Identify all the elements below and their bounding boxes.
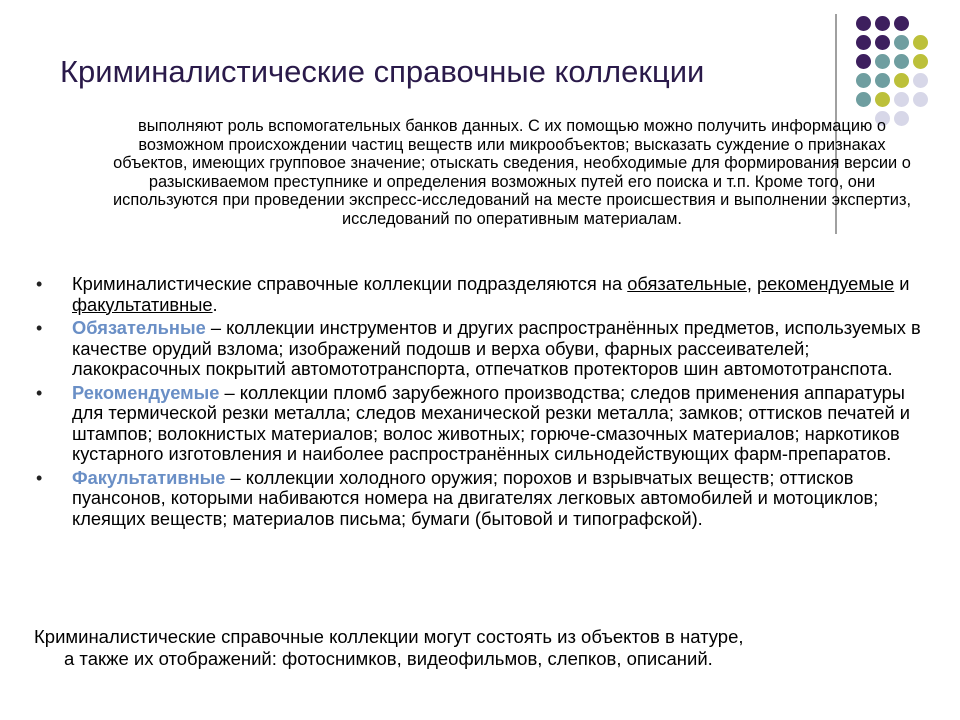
slide-title: Криминалистические справочные коллекции — [60, 54, 705, 89]
bullet-list — [34, 274, 924, 532]
bullet-item-mandatory — [34, 318, 924, 380]
decor-dot — [856, 73, 871, 88]
bullet-item-types: • Криминалистические справочные коллекции подразделяются на обязательные, рекомендуемые и факультативные. — [36, 273, 910, 315]
decor-dot — [856, 16, 871, 31]
decor-dot — [894, 35, 909, 50]
bullet-text: – коллекции инструментов и других распространённых предметов, используемых в качестве орудий взлома; изображений подошв и верха обуви, фарных рассеивателей; лакокрасочных покрытий автомототранспорта, отпечатков протекторов шин автомототранспота. — [72, 317, 921, 379]
decor-dot — [913, 35, 928, 50]
link-optional[interactable]: факультативные — [72, 293, 213, 315]
link-recommended[interactable]: рекомендуемые — [757, 273, 895, 294]
decor-dot — [894, 54, 909, 69]
decor-dot — [875, 16, 890, 31]
decor-dot — [894, 92, 909, 107]
closing-line-1: Криминалистические справочные коллекции могут состоять из объектов в натуре, — [34, 626, 744, 647]
bullet-item-optional — [34, 468, 924, 530]
decor-dot — [875, 92, 890, 107]
term-mandatory: Обязательные — [72, 317, 206, 338]
term-optional: Факультативные — [72, 466, 226, 488]
closing-line-2: а также их отображений: фотоснимков, видеофильмов, слепков, описаний. — [64, 648, 713, 669]
bullet-text: Криминалистические справочные коллекции подразделяются на — [72, 273, 628, 294]
closing-paragraph — [34, 626, 924, 670]
decor-dot — [875, 73, 890, 88]
decor-dot — [856, 92, 871, 107]
decor-dot — [894, 73, 909, 88]
decor-dot — [894, 16, 909, 31]
intro-paragraph: выполняют роль вспомогательных банков данных. С их помощью можно получить информацию о возможном происхождении частиц веществ или микрообъектов; высказать суждение о признаках объектов, имеющих групповое значение; отыскать сведения, необходимые для формирования версии о разыскиваемом преступнике и определения возможных путей его поиска и т.п. Кроме того, они используются при проведении экспресс-исследований на месте происшествия и выполнении экспертиз, исследований по оперативным материалам. — [112, 117, 912, 228]
decor-dot — [856, 54, 871, 69]
bullet-icon: • — [36, 467, 43, 488]
bullet-text: – коллекции холодного оружия; порохов и взрывчатых веществ; оттисков пуансонов, которыми набиваются номера на двигателях легковых автомобилей и мотоциклов; клеящих веществ; материалов письма; бумаги (бытовой и типографской). — [72, 466, 879, 529]
decor-dot — [913, 73, 928, 88]
decor-dot — [856, 35, 871, 50]
decor-dot — [913, 54, 928, 69]
link-mandatory[interactable]: обязательные — [627, 273, 747, 294]
term-recommended: Рекомендуемые — [72, 381, 220, 403]
bullet-item-recommended — [34, 383, 924, 465]
decor-dot — [875, 35, 890, 50]
decor-dot — [913, 92, 928, 107]
bullet-text: – коллекции пломб зарубежного производства; следов применения аппаратуры для термической резки металла; следов механической резки металла; замков; оттисков печатей и штампов; волокнистых материалов; волос животных; горюче-смазочных материалов; наркотиков кустарного изготовления и наиболее распространённых сильнодействующих фарм-препаратов. — [72, 381, 910, 464]
bullet-icon: • — [36, 382, 43, 403]
bullet-icon: • — [36, 274, 43, 294]
decor-dot — [875, 54, 890, 69]
bullet-icon: • — [36, 318, 43, 338]
